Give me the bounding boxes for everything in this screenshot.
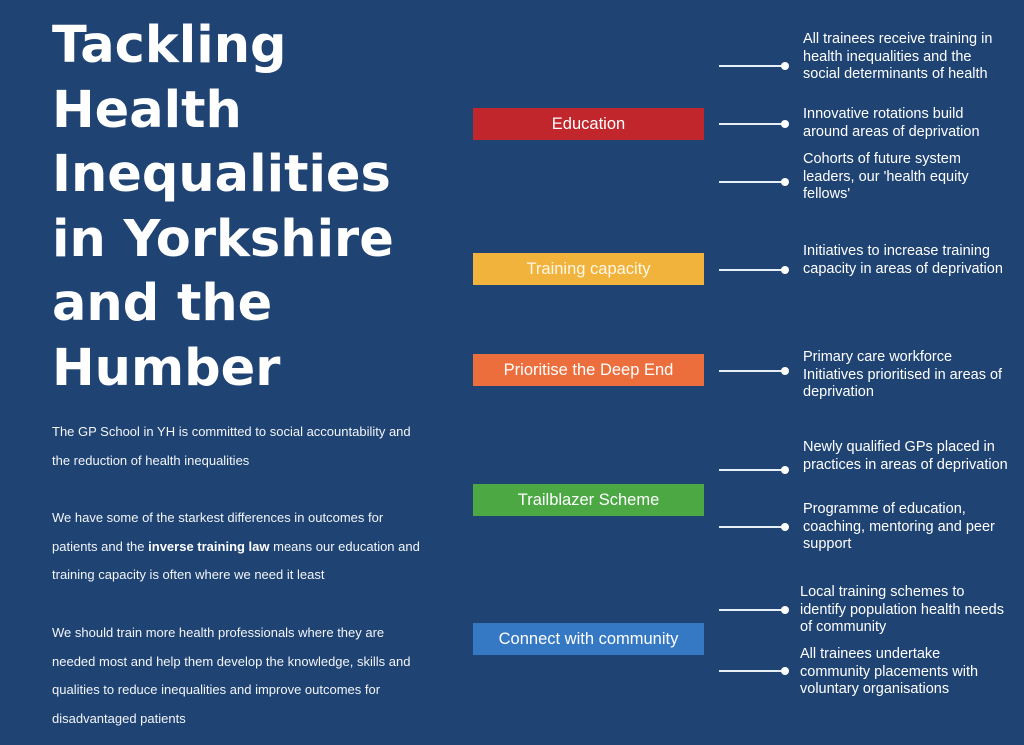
connector-line — [719, 670, 785, 672]
education-item-2: Innovative rotations build around areas of deprivation — [803, 106, 980, 140]
connector-line — [719, 123, 785, 125]
connector-dot — [781, 466, 789, 474]
connector-dot — [781, 367, 789, 375]
connector-line — [719, 526, 785, 528]
theme-education-box: Education — [473, 108, 704, 140]
community-item-2: All trainees undertake community placements with voluntary organisations — [800, 646, 979, 697]
inverse-training-law-emphasis: inverse training law — [148, 538, 270, 554]
connector-line — [719, 65, 785, 67]
connector-line — [719, 469, 785, 471]
theme-deep-end-box: Prioritise the Deep End — [473, 354, 704, 386]
connector-line — [719, 370, 785, 372]
theme-trailblazer-box: Trailblazer Scheme — [473, 484, 704, 516]
connector-dot — [781, 178, 789, 186]
theme-community-box: Connect with community — [473, 623, 704, 655]
deep-end-item-1: Primary care workforce Initiatives prioritised in areas of deprivation — [803, 349, 1003, 400]
connector-line — [719, 269, 785, 271]
education-item-1: All trainees receive training in health inequalities and the social determinants of health — [803, 31, 993, 82]
connector-dot — [781, 266, 789, 274]
theme-training-capacity-box: Training capacity — [473, 253, 704, 285]
connector-dot — [781, 606, 789, 614]
intro-text: means our education and training capacity is often where we need it least — [52, 538, 420, 582]
connector-dot — [781, 667, 789, 675]
connector-dot — [781, 62, 789, 70]
intro-paragraph-3: We should train more health professionals where they are needed most and help them develop the knowledge, skills and qualities to reduce inequalities and improve outcomes for disadvantaged patients — [52, 625, 411, 726]
connector-dot — [781, 523, 789, 531]
education-item-3: Cohorts of future system leaders, our 'health equity fellows' — [803, 151, 969, 202]
intro-text: We have some of the starkest differences in outcomes for patients and the — [52, 510, 384, 554]
trailblazer-item-1: Newly qualified GPs placed in practices in areas of deprivation — [803, 439, 1008, 473]
connector-line — [719, 609, 785, 611]
connector-dot — [781, 120, 789, 128]
community-item-1: Local training schemes to identify population health needs of community — [800, 584, 1004, 635]
intro-paragraph-2 — [52, 504, 422, 590]
trailblazer-item-2: Programme of education, coaching, mentoring and peer support — [803, 501, 995, 552]
connector-line — [719, 181, 785, 183]
intro-paragraph-1: The GP School in YH is committed to social accountability and the reduction of health inequalities — [52, 424, 411, 468]
training-capacity-item-1: Initiatives to increase training capacity in areas of deprivation — [803, 243, 1003, 277]
page-title: Tackling Health Inequalities in Yorkshire and the Humber — [52, 16, 394, 398]
